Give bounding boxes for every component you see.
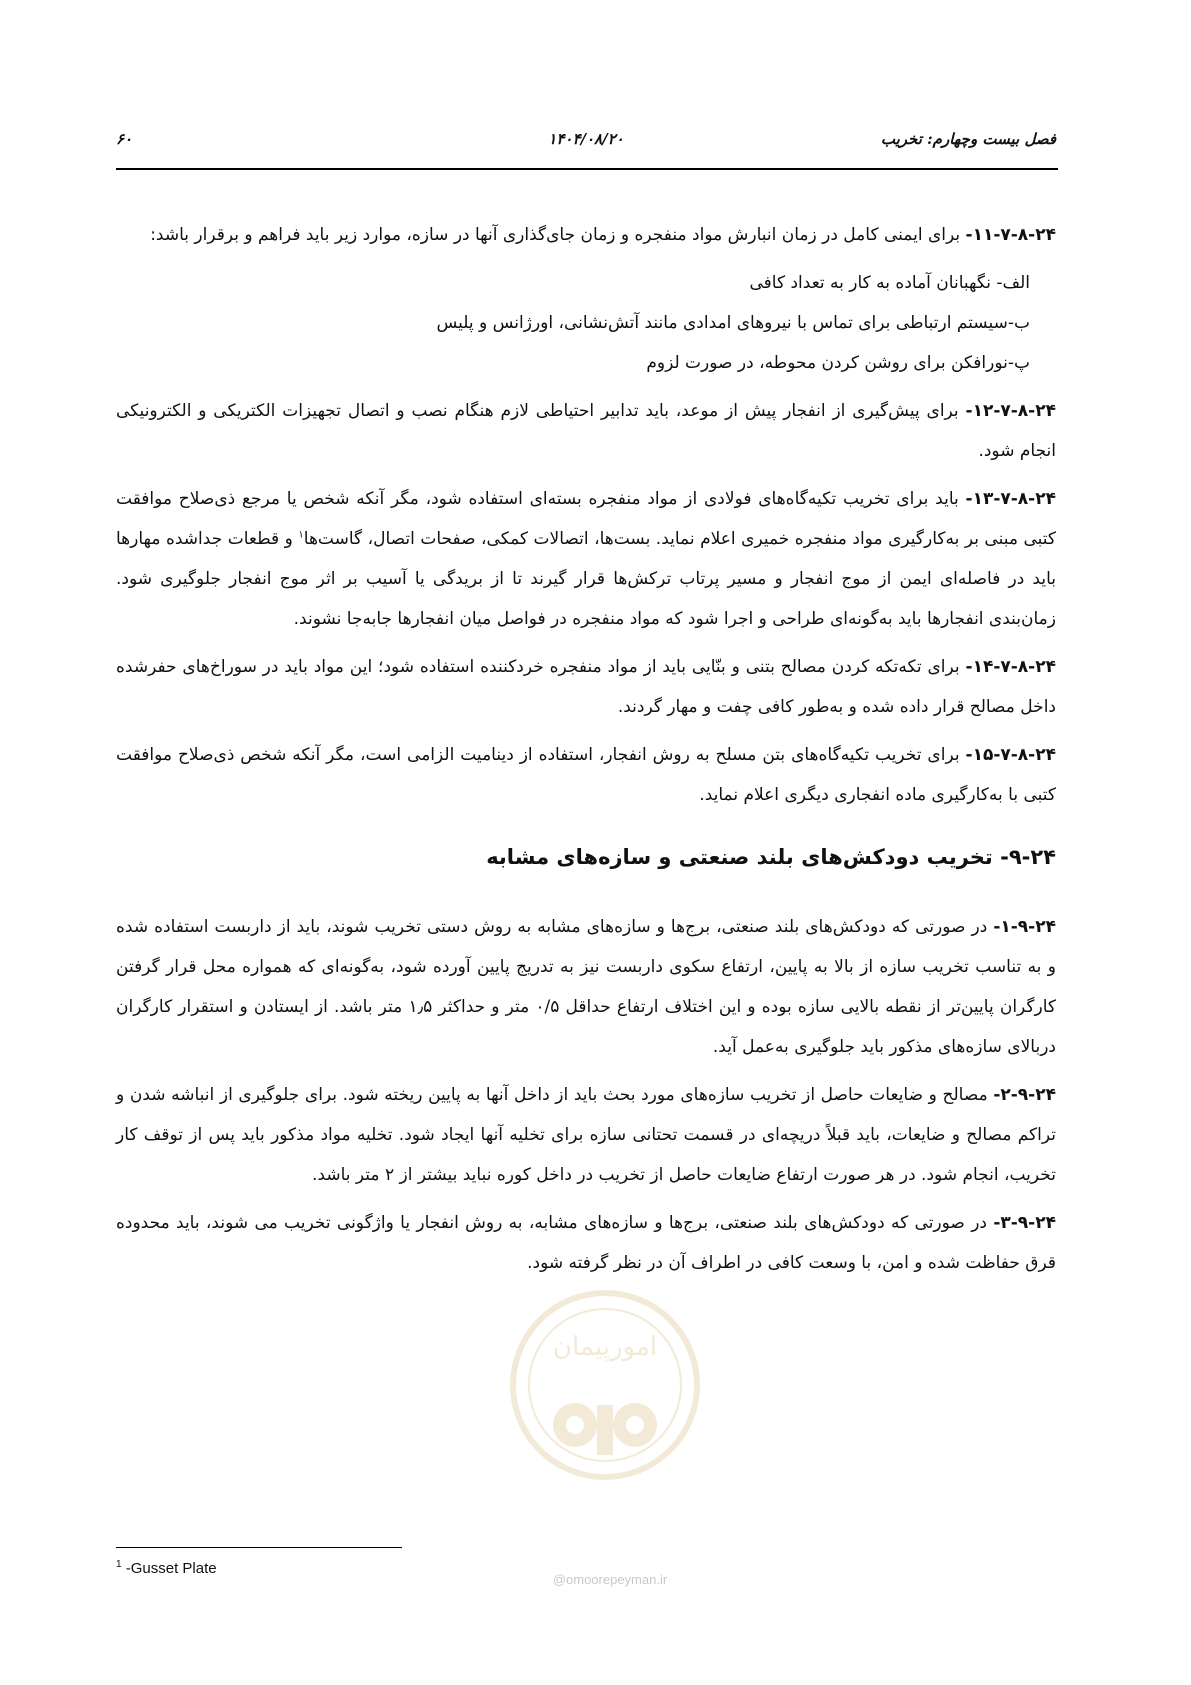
clause-number: ۱۴-۷-۸-۲۴-	[965, 657, 1056, 677]
watermark-logo-text: امورپیمان	[552, 1332, 658, 1362]
clause-text: در صورتی که دودکش‌های بلند صنعتی، برج‌ها و سازه‌های مشابه، به روش انفجار یا واژگونی تخریب می شوند، باید محدوده قرق حفاظت شده و امن، با وسعت کافی در اطراف آن در نظر گرفته شود.	[116, 1213, 1056, 1273]
section-clause-1	[116, 907, 1056, 1067]
footnote-divider	[116, 1547, 402, 1548]
clause-number: ۱۱-۷-۸-۲۴-	[965, 225, 1056, 245]
watermark-url: @omoorepeyman.ir	[552, 1572, 668, 1587]
header-date: ۱۴۰۴/۰۸/۲۰	[548, 130, 624, 148]
footnote	[116, 1560, 217, 1577]
clause-number: ۳-۹-۲۴-	[993, 1213, 1056, 1233]
clause-number: ۱-۹-۲۴-	[993, 917, 1056, 937]
clause-text: برای تخریب تکیه‌گاه‌های بتن مسلح به روش انفجار، استفاده از دینامیت الزامی است، مگر آنکه شخص ذی‌صلاح موافقت کتبی با به‌کارگیری ماده انفجاری دیگری اعلام نماید.	[116, 745, 1056, 805]
section-heading: ۹-۲۴- تخریب دودکش‌های بلند صنعتی و سازه‌های مشابه	[486, 845, 1056, 869]
clause-text: در صورتی که دودکش‌های بلند صنعتی، برج‌ها و سازه‌های مشابه به روش دستی تخریب شوند، باید از داربست استفاده شده و به تناسب تخریب سازه از بالا به پایین، ارتفاع سکوی داربست نیز به تدریج پایین آورده شود، به‌گونه‌ای که همواره محل قرار گرفتن کارگران پایین‌تر از نقطه بالایی سازه بوده و این اختلاف ارتفاع حداقل ۰/۵ متر و حداکثر ۱٫۵ متر باشد. از ایستادن و استقرار کارگران دربالای سازه‌های مذکور باید جلوگیری به‌عمل آید.	[116, 917, 1056, 1057]
clause-15	[116, 735, 1056, 815]
list-item-pe: پ-نورافکن برای روشن کردن محوطه، در صورت لزوم	[646, 353, 1030, 373]
clause-text: برای ایمنی کامل در زمان انبارش مواد منفجره و زمان جای‌گذاری آنها در سازه، موارد زیر باید فراهم و برقرار باشد:	[150, 225, 966, 245]
list-item-alef: الف- نگهبانان آماده به کار به تعداد کافی	[749, 273, 1030, 293]
clause-12	[116, 391, 1056, 471]
clause-11	[116, 215, 1056, 255]
page-number: ۶۰	[116, 130, 133, 148]
clause-text: باید برای تخریب تکیه‌گاه‌های فولادی از مواد منفجره بسته‌ای استفاده شود، مگر آنکه شخص یا مرجع ذی‌صلاح موافقت کتبی مبنی بر به‌کارگیری مواد منفجره خمیری اعلام نماید. بست‌ها، اتصالات کمکی، صفحات اتصال، گاست‌ها	[116, 489, 1056, 549]
clause-number: ۲-۹-۲۴-	[993, 1085, 1056, 1105]
footnote-text: -Gusset Plate	[121, 1560, 217, 1577]
clause-number: ۱۳-۷-۸-۲۴-	[965, 489, 1056, 509]
clause-text: برای پیش‌گیری از انفجار پیش از موعد، باید تدابیر احتیاطی لازم هنگام نصب و اتصال تجهیزات الکتریکی و الکترونیکی انجام شود.	[116, 401, 1056, 461]
clause-13	[116, 479, 1056, 639]
chapter-title: فصل بیست وچهارم: تخریب	[880, 130, 1056, 148]
running-header	[116, 122, 1056, 170]
section-clause-3	[116, 1203, 1056, 1283]
clause-text-continued: و قطعات جداشده مهارها باید در فاصله‌ای ایمن از موج انفجار و مسیر پرتاب ترکش‌ها قرار گیرند تا از بریدگی یا آسیب بر اثر موج انفجار جلوگیری شود. زمان‌بندی انفجارها باید به‌گونه‌ای طراحی و اجرا شود که مواد منفجره در فواصل میان انفجارها جابه‌جا نشوند.	[116, 529, 1056, 629]
footnote-marker: 1	[116, 1559, 122, 1570]
clause-text: مصالح و ضایعات حاصل از تخریب سازه‌های مورد بحث باید از داخل آنها به پایین ریخته شود. برای جلوگیری از انباشه شدن و تراکم مصالح و ضایعات، باید قبلاً دریچه‌ای در قسمت تحتانی سازه برای تخلیه آنها ایجاد شود. تخلیه مواد مذکور باید پس از توقف کار تخریب، انجام شود. در هر صورت ارتفاع ضایعات حاصل از تخریب در داخل کوره نباید بیشتر از ۲ متر باشد.	[116, 1085, 1056, 1185]
footnote-reference[interactable]: ۱	[298, 529, 304, 541]
clause-text: برای تکه‌تکه کردن مصالح بتنی و بنّایی باید از مواد منفجره خردکننده استفاده شود؛ این مواد باید در سوراخ‌های حفرشده داخل مصالح قرار داده شده و به‌طور کافی چفت و مهار گردند.	[116, 657, 1056, 717]
list-item-be: ب-سیستم ارتباطی برای تماس با نیروهای امدادی مانند آتش‌نشانی، اورژانس و پلیس	[436, 313, 1030, 333]
clause-14	[116, 647, 1056, 727]
clause-number: ۱۵-۷-۸-۲۴-	[965, 745, 1056, 765]
document-body	[116, 215, 1056, 1291]
header-divider	[116, 168, 1058, 170]
clause-number: ۱۲-۷-۸-۲۴-	[965, 401, 1056, 421]
watermark-logo	[505, 1285, 705, 1525]
section-clause-2	[116, 1075, 1056, 1195]
